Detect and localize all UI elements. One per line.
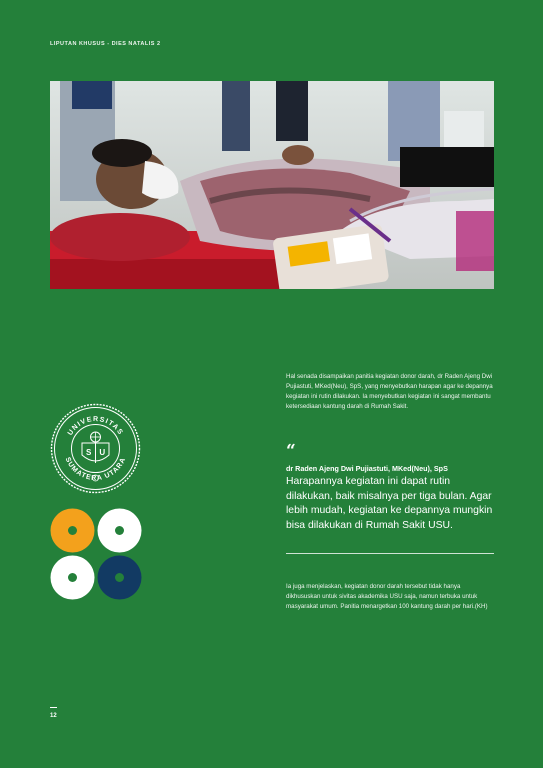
page-number: 12 [50, 713, 57, 719]
decorative-circle-center [68, 573, 77, 582]
pull-quote: Harapannya kegiatan ini dapat rutin dilakukan, baik misalnya per tiga bulan. Agar lebih mudah, kegiatan ke depannya mungkin bisa dilakukan di Rumah Sakit USU. [286, 476, 493, 531]
section-header: LIPUTAN KHUSUS - DIES NATALIS 2 [50, 41, 161, 47]
decorative-circle-center [115, 573, 124, 582]
article-paragraph-1: Hal senada disampaikan panitia kegiatan donor darah, dr Raden Ajeng Dwi Pujiastuti, MKed(Neu), SpS, yang menyebutkan harapan agar ke depannya kegiatan ini rutin dilakukan. Ia menyebutkan kegiatan ini sangat membantu ketersediaan kantung darah di Rumah Sakit. [286, 373, 493, 410]
seal-monogram-left: S [86, 448, 92, 457]
blood-donor-photo [50, 81, 494, 289]
seal-bottom-text: SUMATERA UTARA [63, 456, 128, 483]
university-seal-logo [50, 403, 141, 494]
quote-mark: “ [286, 441, 296, 461]
seal-monogram-right: U [99, 448, 106, 457]
seal-top-text: UNIVERSITAS [66, 415, 125, 437]
decorative-circle-center [68, 526, 77, 535]
quote-author: dr Raden Ajeng Dwi Pujiastuti, MKed(Neu), SpS [286, 464, 448, 473]
decorative-circle-center [115, 526, 124, 535]
decorative-circles [50, 508, 142, 600]
divider [286, 553, 494, 554]
article-paragraph-2: Ia juga menjelaskan, kegiatan donor darah tersebut tidak hanya dikhususkan untuk sivitas akademika USU saja, namun terbuka untuk masyarakat umum. Panitia menargetkan 100 kantung darah per hari.(KH) [286, 583, 488, 610]
page-number-dash [50, 707, 57, 708]
